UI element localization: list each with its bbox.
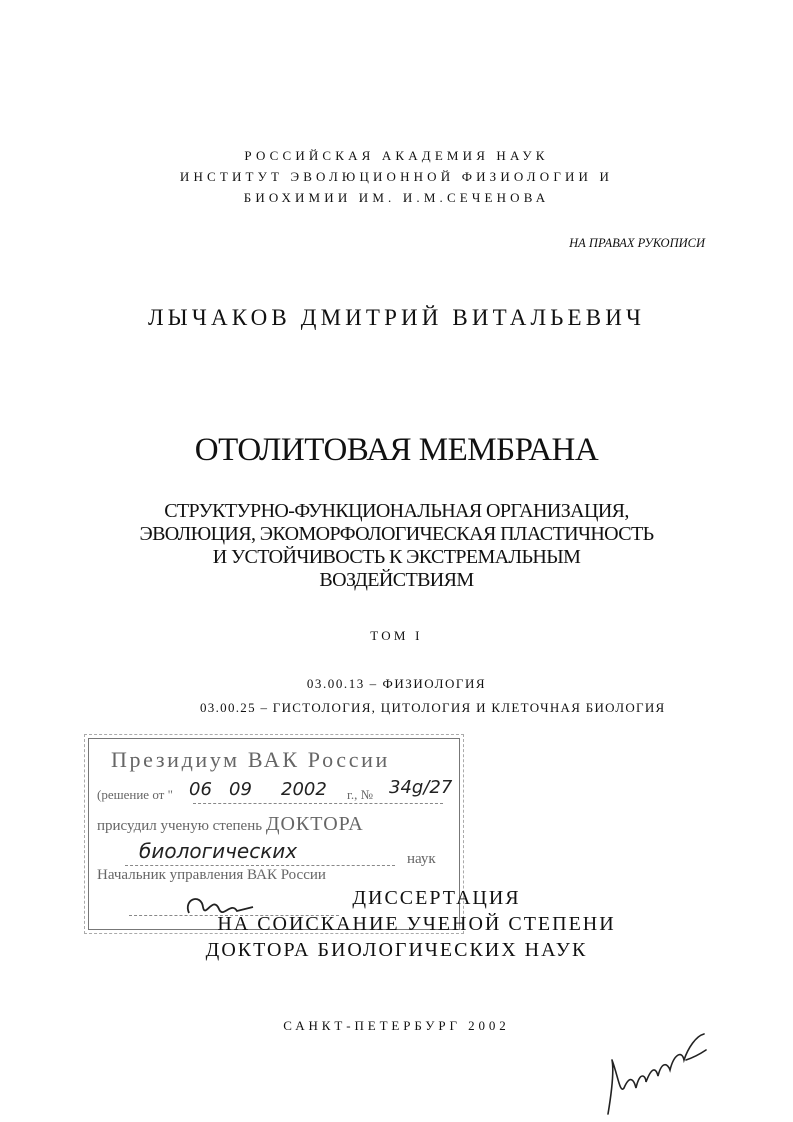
stamp-number: 34g/27 [389,777,453,798]
subtitle-line: ЭВОЛЮЦИЯ, ЭКОМОРФОЛОГИЧЕСКАЯ ПЛАСТИЧНОСТЬ [139,523,654,545]
author-name: ЛЫЧАКОВ ДМИТРИЙ ВИТАЛЬЕВИЧ [147,305,646,330]
stamp-title: Президиум ВАК России [111,747,390,772]
stamp-degree-prefix: присудил ученую степень [97,818,263,834]
document-title: ОТОЛИТОВАЯ МЕМБРАНА [194,432,599,468]
stamp-date-day: 06 [189,779,212,800]
dissertation-line: ДОКТОРА БИОЛОГИЧЕСКИХ НАУК [205,939,588,961]
volume-label: ТОМ I [370,628,423,643]
stamp-degree: ДОКТОРА [265,813,364,835]
stamp-degree-line [97,813,364,836]
header-line-institute-name: БИОХИМИИ ИМ. И.М.СЕЧЕНОВА [243,190,550,205]
stamp-field-suffix: наук [407,851,436,867]
dissertation-line: НА СОИСКАНИЕ УЧЕНОЙ СТЕПЕНИ [217,913,616,935]
city-year: САНКТ-ПЕТЕРБУРГ 2002 [283,1018,510,1033]
specialty-code-2: 03.00.25 – ГИСТОЛОГИЯ, ЦИТОЛОГИЯ И КЛЕТОЧНАЯ БИОЛОГИЯ [200,700,666,715]
subtitle-line: СТРУКТУРНО-ФУНКЦИОНАЛЬНАЯ ОРГАНИЗАЦИЯ, [164,500,629,522]
subtitle-line: И УСТОЙЧИВОСТЬ К ЭКСТРЕМАЛЬНЫМ [212,546,581,568]
stamp-date-year: 2002 [281,779,327,800]
specialty-code-1: 03.00.13 – ФИЗИОЛОГИЯ [306,676,487,691]
stamp-decision-line [97,787,173,803]
subtitle-line: ВОЗДЕЙСТВИЯМ [319,569,474,591]
dissertation-block [0,885,793,963]
header-line-institute: ИНСТИТУТ ЭВОЛЮЦИОННОЙ ФИЗИОЛОГИИ И [179,169,614,184]
stamp-date-month: 09 [229,779,252,800]
document-subtitle [0,500,793,592]
institution-header [0,145,793,208]
stamp-head-line: Начальник управления ВАК России [97,867,326,883]
stamp-decision-prefix: (решение от " [97,787,173,802]
header-line-academy: РОССИЙСКАЯ АКАДЕМИЯ НАУК [244,148,549,163]
rights-note: НА ПРАВАХ РУКОПИСИ [569,236,705,250]
dissertation-line: ДИССЕРТАЦИЯ [352,887,521,909]
stamp-number-prefix: г., № [347,787,374,802]
stamp-field-handwritten: биологических [139,839,298,863]
author-signature [600,1030,720,1120]
